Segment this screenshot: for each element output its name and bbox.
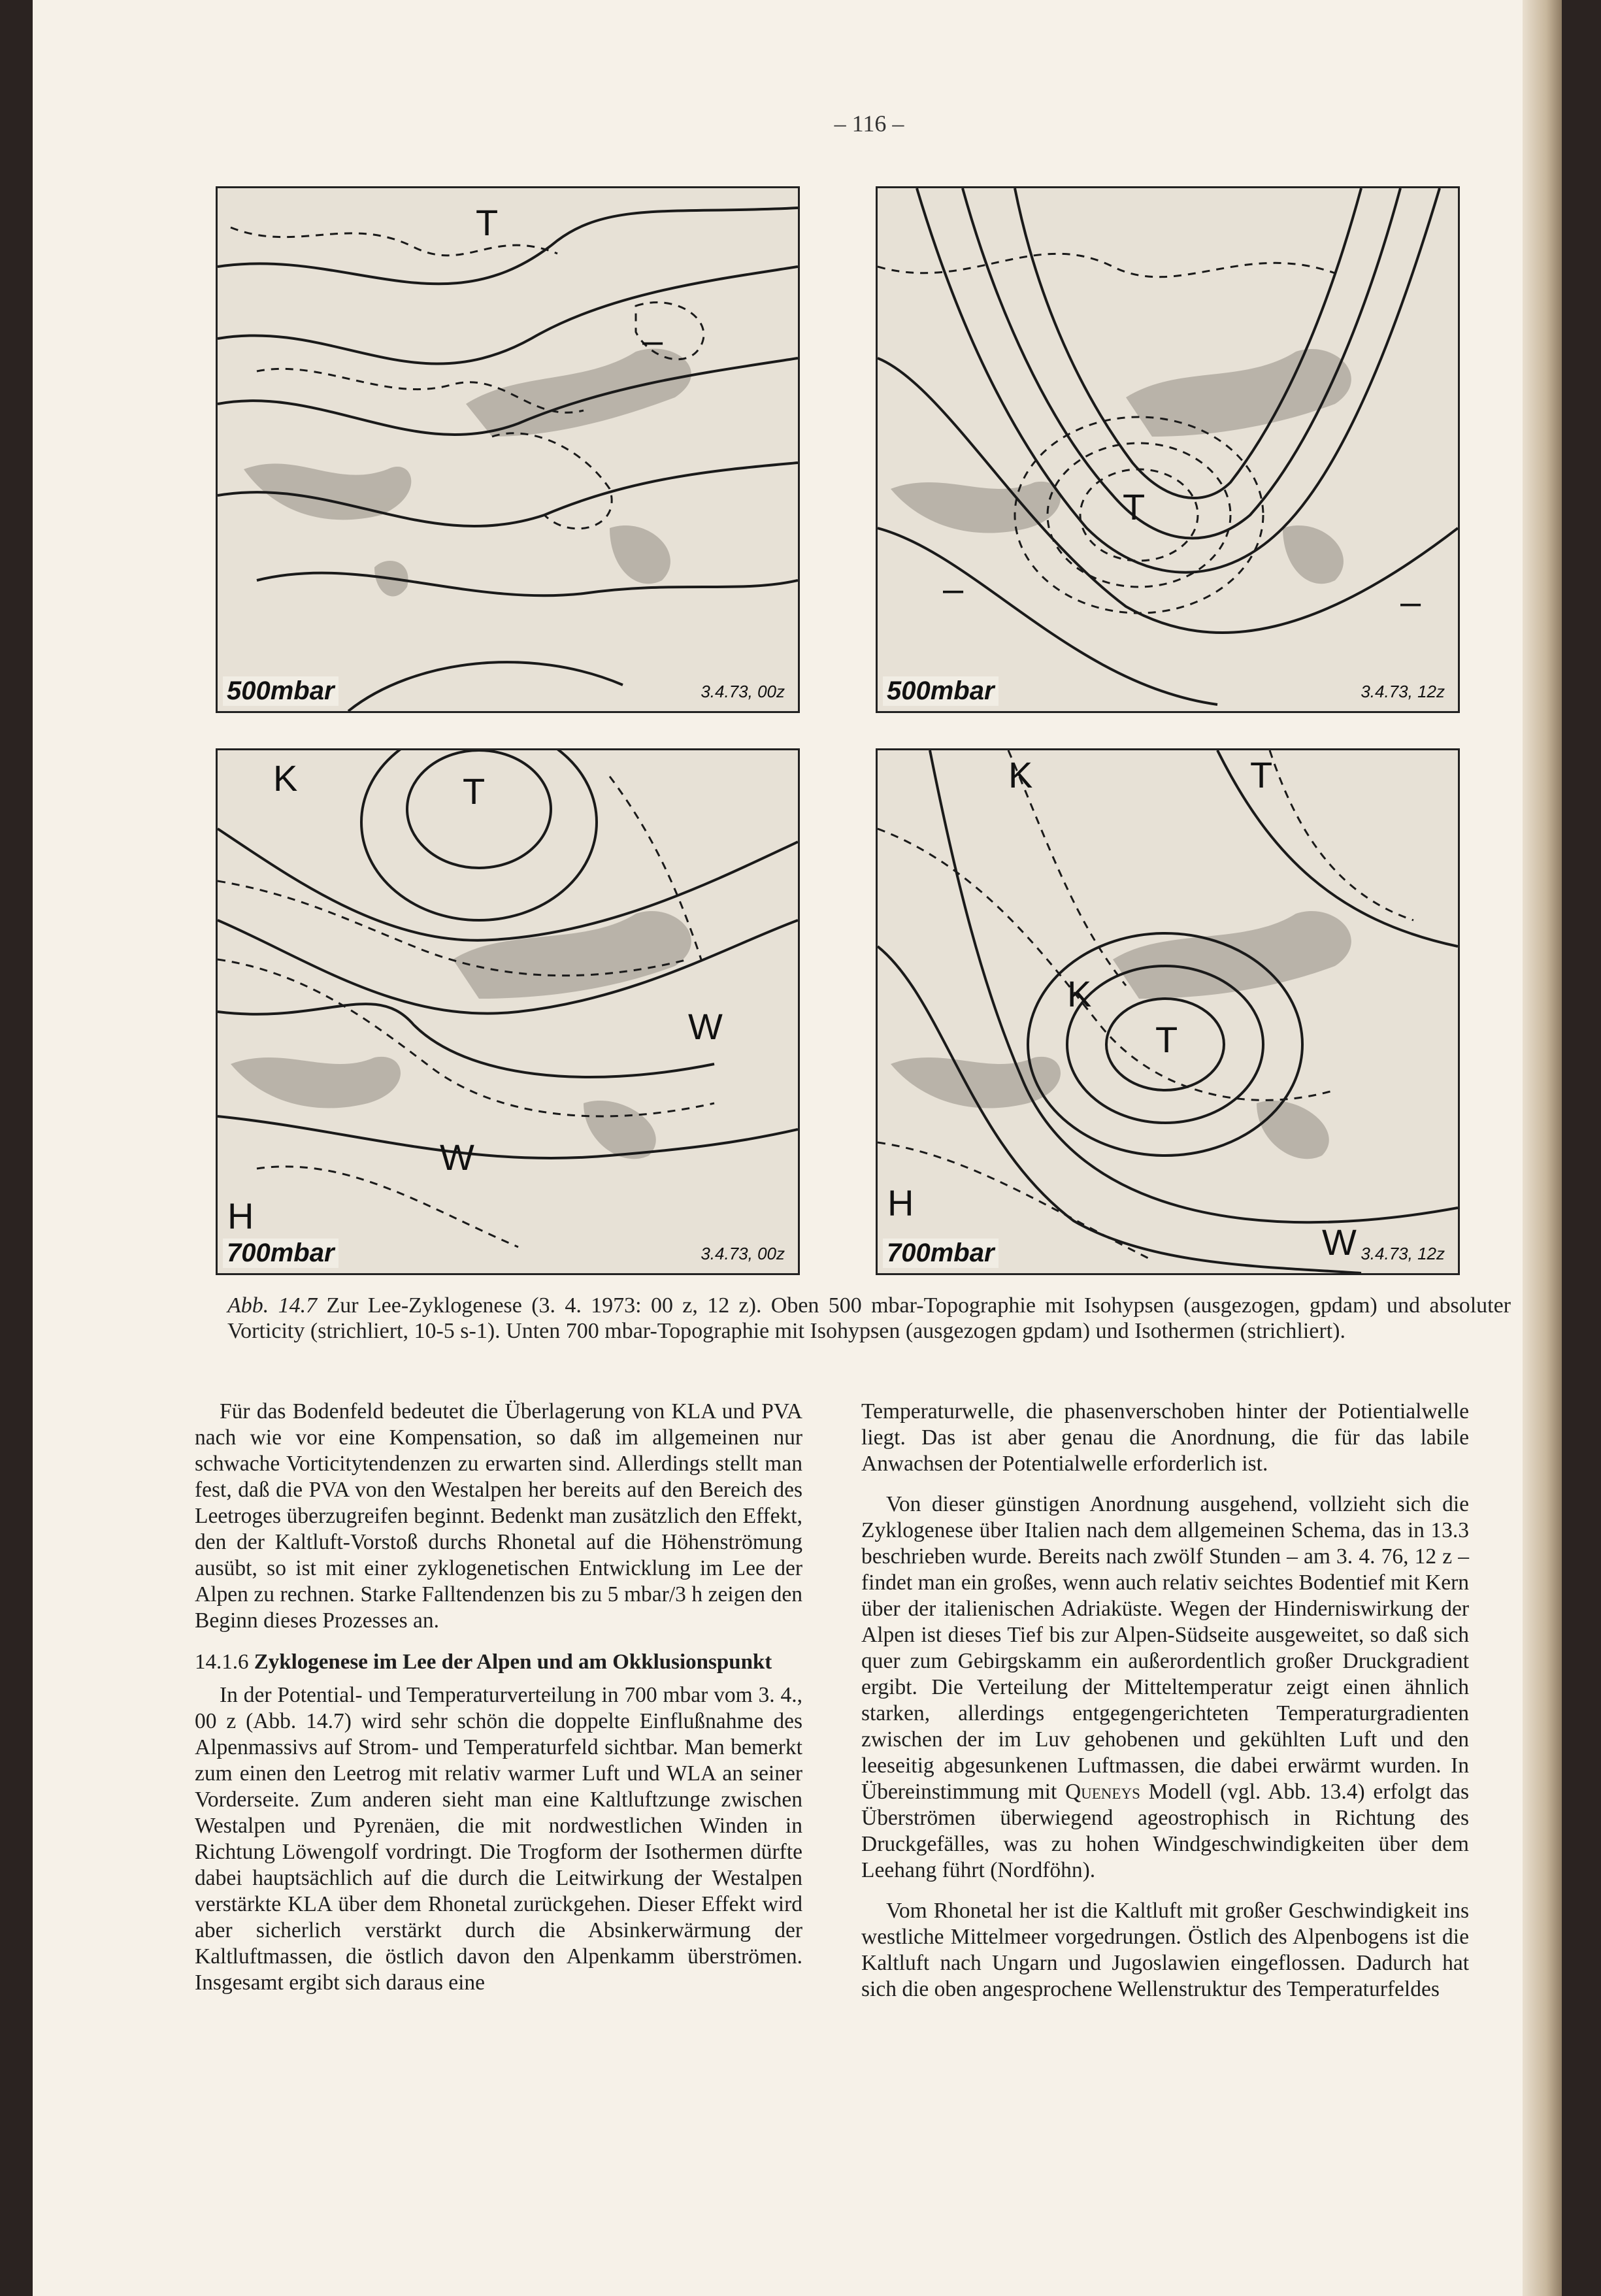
high-marker-H: H bbox=[227, 1195, 254, 1237]
paragraph: Vom Rhonetal her ist die Kaltluft mit großer Geschwindigkeit ins westliche Mittelmeer vorgedrungen. Östlich des Alpenbogens ist die Kaltluft nach Ungarn und Jugoslawien eingeflossen. Dadurch hat sich die oben angesprochene Wellenstruktur des Temperaturfeldes bbox=[861, 1899, 1469, 2001]
caption-text: Zur Lee-Zyklogenese (3. 4. 1973: 00 z, 12 z). Oben 500 mbar-Topographie mit Isohypsen (ausgezogen, gpdam) und absoluter Vorticity (strichliert, 10-5 s-1). Unten 700 mbar-Topographie mit Isohypsen (ausgezogen gpdam) und Isothermen (strichliert). bbox=[227, 1293, 1511, 1343]
cold-marker-K: K bbox=[1008, 754, 1033, 795]
low-marker-T: T bbox=[463, 771, 486, 812]
cold-marker-K: K bbox=[1067, 973, 1092, 1014]
author-name: Queneys bbox=[1065, 1780, 1140, 1804]
minus-marker: – bbox=[943, 568, 964, 609]
paragraph: Für das Bodenfeld bedeutet die Überlagerung von KLA und PVA nach wie vor eine Kompensation, so daß im allgemeinen nur schwache Vorticitytendenzen zu erwarten sind. Allerdings stellt man fest, daß die PVA von den Westalpen her bereits auf den Bereich des Leetroges überzugreifen beginnt. Bedenkt man zusätzlich den Effekt, den der Kaltluft-Vorstoß durchs Rhonetal auf die Höhenströmung ausübt, so ist mit einer zyklogenetischen Entwicklung im Lee der Alpen zu rechnen. Starke Falltendenzen bis zu 5 mbar/3 h zeigen den Beginn dieses Prozesses an. bbox=[195, 1399, 802, 1633]
date-label: 3.4.73, 12z bbox=[1361, 682, 1445, 701]
paragraph-part: Von dieser günstigen Anordnung ausgehend, vollzieht sich die Zyklogenese über Italien nach dem allgemeinen Schema, das in 13.3 beschrieben wurde. Bereits nach zwölf Stunden – am 3. 4. 76, 12 z – findet man ein großes, wenn auch relativ seichtes Bodentief mit Kern über der italienischen Adriaküste. Wegen der Hinderniswirkung der Alpen ist dieses Tief bis zur Alpen-Südseite ausgeweitet, so daß sich quer zum Gebirgskamm ein außerordentlich großer Druckgradient ergibt. Die Verteilung der Mitteltemperatur zeigt einen ähnlich starken, allerdings entgegengerichteten Temperaturgradienten zwischen der im Luv gehobenen und gekühlten Luft und den leeseitig abgesunkenen Luftmassen, die dabei erwärmt wurden. In Übereinstimmung mit bbox=[861, 1492, 1469, 1804]
section-number: 14.1.6 bbox=[195, 1650, 249, 1674]
book-page bbox=[33, 0, 1562, 2296]
paragraph bbox=[861, 1491, 1469, 1884]
page-edge bbox=[1523, 0, 1562, 2296]
low-marker-T: T bbox=[1155, 1019, 1178, 1060]
caption-label: Abb. 14.7 bbox=[227, 1293, 318, 1318]
isohypse-map bbox=[218, 188, 798, 711]
map-500mbar-00z bbox=[216, 186, 800, 713]
level-label: 500mbar bbox=[883, 676, 999, 706]
level-label: 500mbar bbox=[223, 676, 338, 706]
warm-marker-W: W bbox=[1322, 1222, 1357, 1263]
paragraph: In der Potential- und Temperaturverteilung in 700 mbar vom 3. 4., 00 z (Abb. 14.7) wird sehr schön die doppelte Einflußnahme des Alpenmassivs auf Strom- und Temperaturfeld sichtbar. Man bemerkt zum einen den Leetrog mit relativ warmer Luft und WLA an seiner Vorderseite. Zum anderen sieht man eine Kaltluftzunge zwischen Westalpen und Pyrenäen, die mit nordwestlichen Winden in Richtung Löwengolf vordringt. Die Trogform der Isothermen dürfte dabei hauptsächlich auf die durch die Leitwirkung der Westalpen verstärkte KLA über dem Rhonetal zurückgehen. Dieser Effekt wird aber sicherlich verstärkt durch die Absinkerwärmung der Kaltluftmassen, die östlich davon den Alpenkamm überströmen. Insgesamt ergibt sich daraus eine bbox=[195, 1683, 802, 1995]
low-marker-T: T bbox=[1123, 486, 1146, 527]
minus-marker: – bbox=[642, 320, 663, 361]
high-marker-H: H bbox=[887, 1182, 914, 1223]
map-700mbar-12z bbox=[876, 748, 1460, 1275]
section-heading bbox=[195, 1650, 802, 1674]
cold-marker-K: K bbox=[273, 757, 298, 799]
left-column bbox=[195, 1399, 802, 2010]
minus-marker: – bbox=[1400, 581, 1421, 622]
date-label: 3.4.73, 12z bbox=[1361, 1244, 1445, 1263]
warm-marker-W: W bbox=[440, 1137, 474, 1178]
right-column bbox=[861, 1399, 1469, 2017]
date-label: 3.4.73, 00z bbox=[701, 682, 785, 701]
date-label: 3.4.73, 00z bbox=[701, 1244, 785, 1263]
low-marker-T: T bbox=[1250, 754, 1273, 795]
level-label: 700mbar bbox=[883, 1239, 999, 1268]
warm-marker-W: W bbox=[688, 1006, 723, 1047]
map-700mbar-00z bbox=[216, 748, 800, 1275]
paragraph-part: Modell (vgl. Abb. 13.4) erfolgt das Überströmen überwiegend ageostrophisch in Richtung des Druckgefälles, was zu hohen Windgeschwindigkeiten über dem Leehang führt (Nordföhn). bbox=[861, 1780, 1470, 1882]
page-number: – 116 – bbox=[834, 110, 904, 137]
level-label: 700mbar bbox=[223, 1239, 338, 1268]
paragraph: Temperaturwelle, die phasenverschoben hinter der Potientialwelle liegt. Das ist aber genau die Anordnung, die für das labile Anwachsen der Potentialwelle erforderlich ist. bbox=[861, 1399, 1469, 1476]
figure-caption bbox=[227, 1293, 1511, 1344]
isohypse-map bbox=[878, 750, 1458, 1273]
low-marker-T: T bbox=[476, 202, 499, 243]
isohypse-map bbox=[878, 188, 1458, 711]
map-500mbar-12z bbox=[876, 186, 1460, 713]
section-title: Zyklogenese im Lee der Alpen und am Okklusionspunkt bbox=[254, 1650, 772, 1674]
